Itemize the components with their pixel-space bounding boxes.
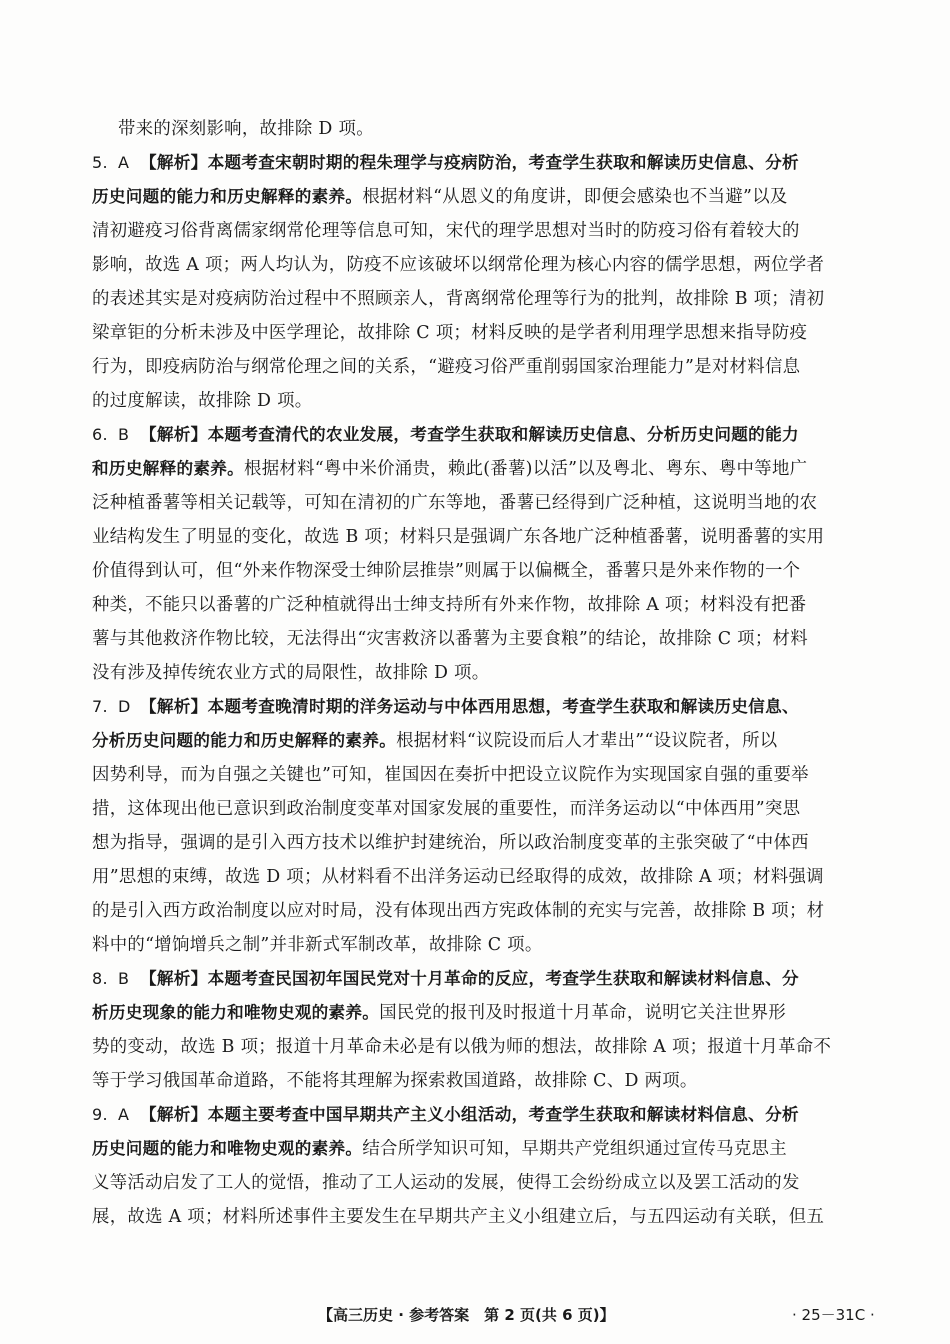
analysis-line: 梁章钜的分析未涉及中医学理论，故排除 C 项；材料反映的是学者利用理学思想来指导防疫 <box>92 323 808 343</box>
question-header <box>92 418 888 452</box>
analysis-intro: 本题考查民国初年国民党对十月革命的反应，考查学生获取和解读材料信息、分 <box>207 969 799 988</box>
question-9 <box>92 1098 888 1234</box>
answer-letter: B <box>118 425 130 444</box>
analysis-line: 影响，故选 A 项；两人均认为，防疫不应该破坏以纲常伦理为核心内容的儒学思想，两位学者 <box>92 255 825 275</box>
analysis-line: 分析历史问题的能力和历史解释的素养。根据材料“议院设而后人才辈出”“设议院者，所以 <box>92 731 778 751</box>
analysis-line: 料中的“增饷增兵之制”并非新式军制改革，故排除 C 项。 <box>92 935 543 955</box>
analysis-line: 清初避疫习俗背离儒家纲常伦理等信息可知，宋代的理学思想对当时的防疫习俗有着较大的 <box>92 221 800 241</box>
question-6 <box>92 418 888 690</box>
analysis-line: 势的变动，故选 B 项；报道十月革命未必是有以俄为师的想法，故排除 A 项；报道十月革命不 <box>92 1037 832 1057</box>
answer-letter: A <box>118 153 130 172</box>
analysis-intro: 本题考查晚清时期的洋务运动与中体西用思想，考查学生获取和解读历史信息、 <box>207 697 799 716</box>
answer-letter: B <box>118 969 130 988</box>
question-7 <box>92 690 888 962</box>
analysis-line: 种类，不能只以番薯的广泛种植就得出士绅支持所有外来作物，故排除 A 项；材料没有把番 <box>92 595 807 615</box>
analysis-line: 历史问题的能力和历史解释的素养。根据材料“从恩义的角度讲，即便会感染也不当避”以及 <box>92 187 788 207</box>
analysis-line: 行为，即疫病防治与纲常伦理之间的关系，“避疫习俗严重削弱国家治理能力”是对材料信息 <box>92 357 801 377</box>
analysis-intro-cont: 历史问题的能力和历史解释的素养。 <box>92 187 363 206</box>
analysis-line: 历史问题的能力和唯物史观的素养。结合所学知识可知，早期共产党组织通过宣传马克思主 <box>92 1139 787 1159</box>
footer-title: 【高三历史 · 参考答案 第 2 页(共 6 页)】 <box>318 1306 615 1324</box>
question-number: 5. <box>92 153 108 172</box>
question-header <box>92 1098 888 1132</box>
question-header <box>92 962 888 996</box>
footer-code: · 25－31C · <box>792 1306 875 1324</box>
analysis-intro-cont: 分析历史问题的能力和历史解释的素养。 <box>92 731 397 750</box>
analysis-intro-cont: 析历史现象的能力和唯物史观的素养。 <box>92 1003 380 1022</box>
analysis-tag: 【解析】 <box>140 1105 208 1124</box>
analysis-intro: 本题考查清代的农业发展，考查学生获取和解读历史信息、分析历史问题的能力 <box>207 425 799 444</box>
analysis-line: 的是引入西方政治制度以应对时局，没有体现出西方宪政体制的充实与完善，故排除 B 项；材 <box>92 901 825 921</box>
question-number: 7. <box>92 697 108 716</box>
analysis-line: 价值得到认可，但“外来作物深受士绅阶层推崇”则属于以偏概全，番薯只是外来作物的一个 <box>92 561 801 581</box>
analysis-line: 和历史解释的素养。根据材料“粤中米价涌贵，赖此(番薯)以活”以及粤北、粤东、粤中等地广 <box>92 459 808 479</box>
question-5 <box>92 146 888 418</box>
analysis-line: 措，这体现出他已意识到政治制度变革对国家发展的重要性，而洋务运动以“中体西用”突思 <box>92 799 801 819</box>
analysis-line: 想为指导，强调的是引入西方技术以维护封建统治，所以政治制度变革的主张突破了“中体西 <box>92 833 809 853</box>
answer-content <box>92 112 888 1234</box>
analysis-line: 用”思想的束缚，故选 D 项；从材料看不出洋务运动已经取得的成效，故排除 A 项；材料强调 <box>92 867 824 887</box>
q4-tail-line: 带来的深刻影响，故排除 D 项。 <box>118 119 374 139</box>
analysis-line: 义等活动启发了工人的觉悟，推动了工人运动的发展，使得工会纷纷成立以及罢工活动的发 <box>92 1173 800 1193</box>
analysis-intro-cont: 历史问题的能力和唯物史观的素养。 <box>92 1139 363 1158</box>
analysis-line: 泛种植番薯等相关记载等，可知在清初的广东等地，番薯已经得到广泛种植，这说明当地的农 <box>92 493 818 513</box>
analysis-line: 因势利导，而为自强之关键也”可知，崔国因在奏折中把设立议院作为实现国家自强的重要举 <box>92 765 809 785</box>
analysis-line: 没有涉及掉传统农业方式的局限性，故排除 D 项。 <box>92 663 490 683</box>
answer-letter: A <box>118 1105 130 1124</box>
analysis-intro-cont: 和历史解释的素养。 <box>92 459 245 478</box>
question-number: 8. <box>92 969 108 988</box>
question-number: 6. <box>92 425 108 444</box>
question-8 <box>92 962 888 1098</box>
analysis-line: 的过度解读，故排除 D 项。 <box>92 391 313 411</box>
analysis-tag: 【解析】 <box>140 153 208 172</box>
analysis-intro: 本题主要考查中国早期共产主义小组活动，考查学生获取和解读材料信息、分析 <box>207 1105 799 1124</box>
analysis-line: 薯与其他救济作物比较，无法得出“灾害救济以番薯为主要食粮”的结论，故排除 C 项；材料 <box>92 629 808 649</box>
analysis-line: 等于学习俄国革命道路，不能将其理解为探索救国道路，故排除 C、D 两项。 <box>92 1071 698 1091</box>
analysis-tag: 【解析】 <box>140 425 208 444</box>
analysis-line: 业结构发生了明显的变化，故选 B 项；材料只是强调广东各地广泛种植番薯，说明番薯的实用 <box>92 527 825 547</box>
analysis-line: 展，故选 A 项；材料所述事件主要发生在早期共产主义小组建立后，与五四运动有关联，但五 <box>92 1207 825 1227</box>
analysis-line: 的表述其实是对疫病防治过程中不照顾亲人，背离纲常伦理等行为的批判，故排除 B 项；清初 <box>92 289 825 309</box>
analysis-intro: 本题考查宋朝时期的程朱理学与疫病防治，考查学生获取和解读历史信息、分析 <box>207 153 799 172</box>
answer-letter: D <box>118 697 131 716</box>
question-number: 9. <box>92 1105 108 1124</box>
analysis-line: 析历史现象的能力和唯物史观的素养。国民党的报刊及时报道十月革命，说明它关注世界形 <box>92 1003 787 1023</box>
analysis-tag: 【解析】 <box>140 697 208 716</box>
page-footer <box>0 1300 950 1330</box>
question-header <box>92 690 888 724</box>
analysis-tag: 【解析】 <box>140 969 208 988</box>
question-header <box>92 146 888 180</box>
